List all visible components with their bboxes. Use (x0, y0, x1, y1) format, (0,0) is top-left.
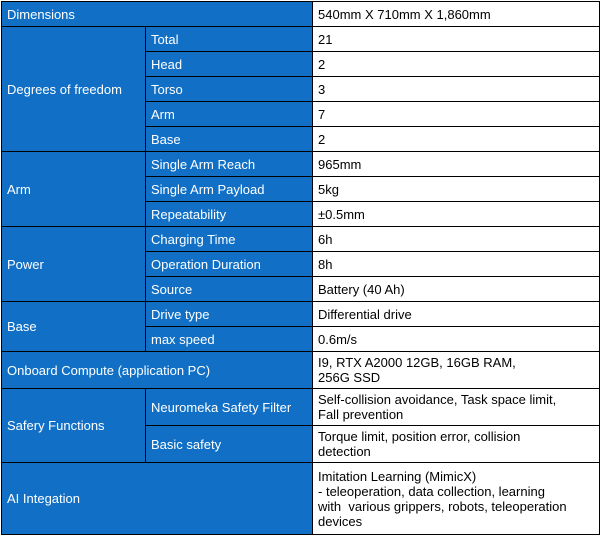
row-arm-reach (2, 152, 600, 177)
dof-arm-label: Arm (146, 102, 313, 127)
ai-value-line: with various grippers, robots, teleoperation (318, 498, 567, 514)
safety-filter-value-line: Self-collision avoidance, Task space limit, (318, 392, 557, 407)
safety-basic-label: Basic safety (146, 426, 313, 463)
compute-label: Onboard Compute (application PC) (2, 352, 313, 389)
row-power-charging (2, 227, 600, 252)
dof-total-label: Total (146, 27, 313, 52)
arm-label: Arm (2, 152, 146, 227)
safety-label: Safery Functions (2, 389, 146, 463)
dof-head-label: Head (146, 52, 313, 77)
power-charging-value: 6h (313, 227, 600, 252)
row-dimensions (2, 2, 600, 27)
ai-value-line: - teleoperation, data collection, learning (318, 483, 545, 499)
base-drive-label: Drive type (146, 302, 313, 327)
dof-total-value: 21 (313, 27, 600, 52)
dof-torso-value: 3 (313, 77, 600, 102)
safety-filter-label: Neuromeka Safety Filter (146, 389, 313, 426)
row-compute (2, 352, 600, 389)
safety-filter-value (313, 389, 600, 426)
compute-value (313, 352, 600, 389)
safety-filter-value-line: Fall prevention (318, 407, 404, 422)
arm-reach-label: Single Arm Reach (146, 152, 313, 177)
row-base-drive (2, 302, 600, 327)
base-drive-value: Differential drive (313, 302, 600, 327)
spec-table (1, 1, 600, 535)
power-duration-value: 8h (313, 252, 600, 277)
dof-base-label: Base (146, 127, 313, 152)
dof-torso-label: Torso (146, 77, 313, 102)
ai-value-line: Imitation Learning (MimicX) (318, 468, 477, 484)
compute-value-line: I9, RTX A2000 12GB, 16GB RAM, (318, 355, 516, 370)
arm-payload-label: Single Arm Payload (146, 177, 313, 202)
power-charging-label: Charging Time (146, 227, 313, 252)
arm-reach-value: 965mm (313, 152, 600, 177)
ai-value (313, 463, 600, 535)
row-dof-total (2, 27, 600, 52)
safety-basic-value (313, 426, 600, 463)
dof-arm-value: 7 (313, 102, 600, 127)
base-speed-value: 0.6m/s (313, 327, 600, 352)
row-ai (2, 463, 600, 535)
arm-payload-value: 5kg (313, 177, 600, 202)
compute-value-line: 256G SSD (318, 370, 381, 385)
dimensions-value: 540mm X 710mm X 1,860mm (313, 2, 600, 27)
row-safety-filter (2, 389, 600, 426)
dof-base-value: 2 (313, 127, 600, 152)
dof-head-value: 2 (313, 52, 600, 77)
arm-repeatability-label: Repeatability (146, 202, 313, 227)
dimensions-label: Dimensions (2, 2, 313, 27)
power-label: Power (2, 227, 146, 302)
dof-label: Degrees of freedom (2, 27, 146, 152)
power-source-label: Source (146, 277, 313, 302)
ai-value-line: devices (318, 513, 363, 529)
safety-basic-value-line: Torque limit, position error, collision (318, 429, 521, 444)
base-label: Base (2, 302, 146, 352)
ai-label: AI Integation (2, 463, 313, 535)
power-duration-label: Operation Duration (146, 252, 313, 277)
safety-basic-value-line: detection (318, 444, 371, 459)
power-source-value: Battery (40 Ah) (313, 277, 600, 302)
arm-repeatability-value: ±0.5mm (313, 202, 600, 227)
base-speed-label: max speed (146, 327, 313, 352)
